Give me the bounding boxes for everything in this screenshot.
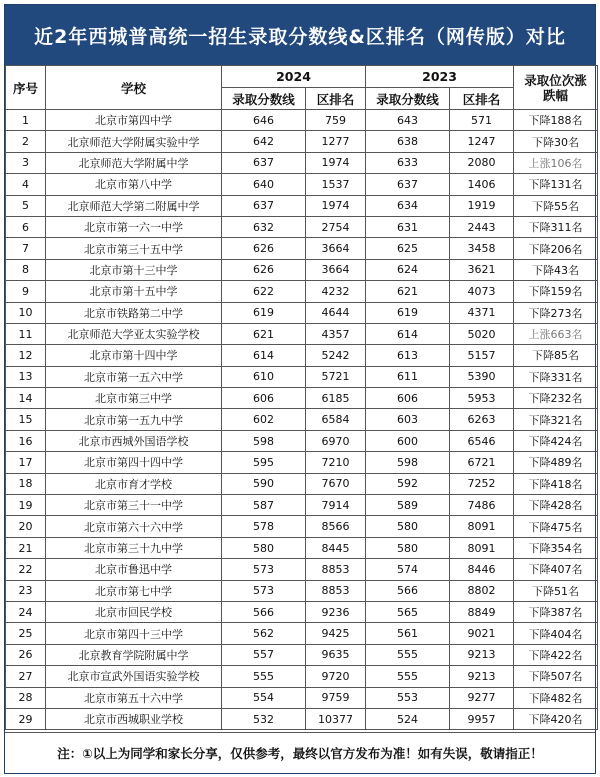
cell-rank-2024: 6185 bbox=[306, 388, 366, 409]
cell-rank-2023: 7252 bbox=[450, 473, 514, 494]
cell-score-2023: 631 bbox=[366, 216, 450, 237]
cell-index: 28 bbox=[6, 687, 46, 708]
cell-school: 北京市第三十一中学 bbox=[46, 495, 222, 516]
cell-rank-2023: 6546 bbox=[450, 430, 514, 451]
cell-score-2024: 532 bbox=[222, 708, 306, 729]
cell-score-2023: 592 bbox=[366, 473, 450, 494]
cell-rank-2024: 1277 bbox=[306, 131, 366, 152]
table-row bbox=[6, 601, 598, 622]
cell-rank-change: 下降482名 bbox=[514, 687, 598, 708]
cell-school: 北京市宣武外国语实验学校 bbox=[46, 666, 222, 687]
cell-rank-change: 下降418名 bbox=[514, 473, 598, 494]
cell-score-2023: 625 bbox=[366, 238, 450, 259]
cell-score-2024: 554 bbox=[222, 687, 306, 708]
header-score-2023: 录取分数线 bbox=[366, 88, 450, 110]
cell-school: 北京市第四十四中学 bbox=[46, 452, 222, 473]
cell-score-2024: 632 bbox=[222, 216, 306, 237]
cell-rank-change: 下降206名 bbox=[514, 238, 598, 259]
table-row bbox=[6, 323, 598, 344]
table-row bbox=[6, 388, 598, 409]
table-row bbox=[6, 452, 598, 473]
table-row bbox=[6, 495, 598, 516]
cell-rank-change: 上涨106名 bbox=[514, 152, 598, 173]
admission-table bbox=[5, 65, 598, 730]
cell-rank-change: 下降420名 bbox=[514, 708, 598, 729]
cell-rank-2024: 9759 bbox=[306, 687, 366, 708]
cell-rank-change: 下降404名 bbox=[514, 623, 598, 644]
cell-score-2024: 590 bbox=[222, 473, 306, 494]
table-row bbox=[6, 259, 598, 280]
cell-school: 北京市铁路第二中学 bbox=[46, 302, 222, 323]
cell-index: 8 bbox=[6, 259, 46, 280]
cell-rank-2024: 9425 bbox=[306, 623, 366, 644]
cell-school: 北京市第三十九中学 bbox=[46, 537, 222, 558]
table-body bbox=[6, 110, 598, 730]
cell-rank-2023: 4073 bbox=[450, 281, 514, 302]
cell-rank-change: 下降424名 bbox=[514, 430, 598, 451]
cell-rank-2023: 1919 bbox=[450, 195, 514, 216]
header-index: 序号 bbox=[6, 66, 46, 110]
cell-score-2023: 589 bbox=[366, 495, 450, 516]
cell-rank-2023: 9213 bbox=[450, 644, 514, 665]
cell-rank-2024: 5242 bbox=[306, 345, 366, 366]
cell-rank-change: 下降85名 bbox=[514, 345, 598, 366]
cell-index: 1 bbox=[6, 110, 46, 131]
cell-school: 北京市第八中学 bbox=[46, 174, 222, 195]
cell-index: 17 bbox=[6, 452, 46, 473]
cell-rank-2024: 4644 bbox=[306, 302, 366, 323]
table-row bbox=[6, 580, 598, 601]
table-row bbox=[6, 366, 598, 387]
cell-index: 27 bbox=[6, 666, 46, 687]
cell-score-2024: 573 bbox=[222, 559, 306, 580]
cell-index: 15 bbox=[6, 409, 46, 430]
cell-rank-2024: 9236 bbox=[306, 601, 366, 622]
cell-rank-2024: 1537 bbox=[306, 174, 366, 195]
cell-score-2024: 642 bbox=[222, 131, 306, 152]
header-school: 学校 bbox=[46, 66, 222, 110]
cell-index: 12 bbox=[6, 345, 46, 366]
cell-school: 北京师范大学亚太实验学校 bbox=[46, 323, 222, 344]
table-row bbox=[6, 174, 598, 195]
cell-rank-2024: 6584 bbox=[306, 409, 366, 430]
cell-school: 北京市第三中学 bbox=[46, 388, 222, 409]
header-change bbox=[514, 66, 598, 110]
cell-school: 北京市第十五中学 bbox=[46, 281, 222, 302]
cell-rank-2024: 7210 bbox=[306, 452, 366, 473]
cell-index: 19 bbox=[6, 495, 46, 516]
cell-score-2024: 587 bbox=[222, 495, 306, 516]
cell-rank-change: 下降387名 bbox=[514, 601, 598, 622]
cell-index: 5 bbox=[6, 195, 46, 216]
table-row bbox=[6, 708, 598, 729]
cell-score-2023: 565 bbox=[366, 601, 450, 622]
cell-rank-2023: 4371 bbox=[450, 302, 514, 323]
cell-school: 北京市鲁迅中学 bbox=[46, 559, 222, 580]
cell-score-2023: 624 bbox=[366, 259, 450, 280]
cell-index: 2 bbox=[6, 131, 46, 152]
cell-school: 北京市第六十六中学 bbox=[46, 516, 222, 537]
table-row bbox=[6, 131, 598, 152]
cell-score-2024: 578 bbox=[222, 516, 306, 537]
cell-score-2023: 553 bbox=[366, 687, 450, 708]
cell-index: 3 bbox=[6, 152, 46, 173]
cell-rank-2024: 2754 bbox=[306, 216, 366, 237]
cell-index: 23 bbox=[6, 580, 46, 601]
cell-score-2024: 614 bbox=[222, 345, 306, 366]
cell-school: 北京市西城职业学校 bbox=[46, 708, 222, 729]
cell-rank-2024: 3664 bbox=[306, 238, 366, 259]
cell-rank-2023: 3621 bbox=[450, 259, 514, 280]
table-row bbox=[6, 216, 598, 237]
cell-index: 20 bbox=[6, 516, 46, 537]
cell-school: 北京市第一六一中学 bbox=[46, 216, 222, 237]
cell-score-2023: 637 bbox=[366, 174, 450, 195]
table-row bbox=[6, 559, 598, 580]
cell-rank-2024: 9635 bbox=[306, 644, 366, 665]
cell-school: 北京师范大学第二附属中学 bbox=[46, 195, 222, 216]
cell-rank-2024: 6970 bbox=[306, 430, 366, 451]
cell-index: 16 bbox=[6, 430, 46, 451]
cell-score-2023: 633 bbox=[366, 152, 450, 173]
cell-score-2023: 555 bbox=[366, 644, 450, 665]
cell-school: 北京市育才学校 bbox=[46, 473, 222, 494]
cell-school: 北京市第一五九中学 bbox=[46, 409, 222, 430]
cell-score-2023: 638 bbox=[366, 131, 450, 152]
cell-school: 北京师范大学附属中学 bbox=[46, 152, 222, 173]
cell-rank-2023: 9021 bbox=[450, 623, 514, 644]
cell-rank-2024: 8445 bbox=[306, 537, 366, 558]
cell-school: 北京市第四十三中学 bbox=[46, 623, 222, 644]
cell-rank-change: 下降507名 bbox=[514, 666, 598, 687]
cell-rank-2023: 5953 bbox=[450, 388, 514, 409]
cell-school: 北京市回民学校 bbox=[46, 601, 222, 622]
cell-rank-change: 下降232名 bbox=[514, 388, 598, 409]
table-row bbox=[6, 345, 598, 366]
footer-note: 注：①以上为同学和家长分享，仅供参考，最终以官方发布为准！如有失误，敬请指正！ bbox=[5, 732, 595, 773]
table-header bbox=[6, 66, 598, 110]
cell-rank-change: 下降407名 bbox=[514, 559, 598, 580]
cell-score-2024: 610 bbox=[222, 366, 306, 387]
cell-index: 21 bbox=[6, 537, 46, 558]
cell-rank-change: 下降51名 bbox=[514, 580, 598, 601]
table-row bbox=[6, 623, 598, 644]
cell-rank-change: 下降30名 bbox=[514, 131, 598, 152]
cell-index: 9 bbox=[6, 281, 46, 302]
cell-score-2023: 603 bbox=[366, 409, 450, 430]
cell-rank-2023: 2443 bbox=[450, 216, 514, 237]
cell-rank-change: 下降428名 bbox=[514, 495, 598, 516]
cell-index: 11 bbox=[6, 323, 46, 344]
cell-index: 13 bbox=[6, 366, 46, 387]
cell-index: 10 bbox=[6, 302, 46, 323]
cell-score-2023: 574 bbox=[366, 559, 450, 580]
cell-index: 25 bbox=[6, 623, 46, 644]
cell-score-2024: 595 bbox=[222, 452, 306, 473]
cell-score-2024: 646 bbox=[222, 110, 306, 131]
cell-rank-2023: 9277 bbox=[450, 687, 514, 708]
cell-rank-change: 下降188名 bbox=[514, 110, 598, 131]
cell-score-2023: 634 bbox=[366, 195, 450, 216]
cell-score-2024: 626 bbox=[222, 259, 306, 280]
page-title: 近2年西城普高统一招生录取分数线&区排名（网传版）对比 bbox=[5, 5, 595, 65]
table-row bbox=[6, 281, 598, 302]
header-score-2024: 录取分数线 bbox=[222, 88, 306, 110]
cell-score-2023: 611 bbox=[366, 366, 450, 387]
cell-rank-2024: 7670 bbox=[306, 473, 366, 494]
table-row bbox=[6, 666, 598, 687]
cell-rank-change: 下降159名 bbox=[514, 281, 598, 302]
table-row bbox=[6, 687, 598, 708]
header-year-2023: 2023 bbox=[366, 66, 514, 88]
cell-score-2023: 643 bbox=[366, 110, 450, 131]
cell-rank-2023: 2080 bbox=[450, 152, 514, 173]
cell-score-2023: 598 bbox=[366, 452, 450, 473]
document-frame bbox=[4, 4, 596, 774]
cell-index: 4 bbox=[6, 174, 46, 195]
table-row bbox=[6, 152, 598, 173]
cell-rank-2023: 8091 bbox=[450, 537, 514, 558]
cell-school: 北京市第七中学 bbox=[46, 580, 222, 601]
cell-index: 14 bbox=[6, 388, 46, 409]
cell-score-2023: 621 bbox=[366, 281, 450, 302]
cell-rank-2023: 1247 bbox=[450, 131, 514, 152]
cell-rank-2024: 1974 bbox=[306, 152, 366, 173]
cell-rank-change: 下降489名 bbox=[514, 452, 598, 473]
cell-rank-2024: 10377 bbox=[306, 708, 366, 729]
cell-rank-2023: 3458 bbox=[450, 238, 514, 259]
cell-score-2024: 606 bbox=[222, 388, 306, 409]
table-row bbox=[6, 195, 598, 216]
cell-score-2024: 557 bbox=[222, 644, 306, 665]
cell-rank-2023: 9213 bbox=[450, 666, 514, 687]
header-rank-2023: 区排名 bbox=[450, 88, 514, 110]
cell-rank-2024: 8566 bbox=[306, 516, 366, 537]
cell-index: 26 bbox=[6, 644, 46, 665]
cell-rank-2024: 8853 bbox=[306, 559, 366, 580]
table-row bbox=[6, 430, 598, 451]
cell-rank-change: 下降331名 bbox=[514, 366, 598, 387]
cell-school: 北京市第三十五中学 bbox=[46, 238, 222, 259]
cell-score-2024: 602 bbox=[222, 409, 306, 430]
cell-rank-change: 下降422名 bbox=[514, 644, 598, 665]
cell-rank-change: 下降354名 bbox=[514, 537, 598, 558]
cell-school: 北京市第十三中学 bbox=[46, 259, 222, 280]
cell-school: 北京市西城外国语学校 bbox=[46, 430, 222, 451]
cell-rank-change: 下降131名 bbox=[514, 174, 598, 195]
cell-rank-2023: 5390 bbox=[450, 366, 514, 387]
cell-school: 北京师范大学附属实验中学 bbox=[46, 131, 222, 152]
cell-rank-2023: 8446 bbox=[450, 559, 514, 580]
cell-rank-2023: 9957 bbox=[450, 708, 514, 729]
cell-score-2023: 555 bbox=[366, 666, 450, 687]
cell-score-2024: 621 bbox=[222, 323, 306, 344]
cell-rank-2023: 8849 bbox=[450, 601, 514, 622]
cell-school: 北京教育学院附属中学 bbox=[46, 644, 222, 665]
header-change-label: 录取位次涨跌幅 bbox=[524, 72, 587, 103]
cell-rank-change: 上涨663名 bbox=[514, 323, 598, 344]
cell-rank-2023: 8091 bbox=[450, 516, 514, 537]
cell-rank-change: 下降311名 bbox=[514, 216, 598, 237]
header-year-2024: 2024 bbox=[222, 66, 366, 88]
cell-rank-2024: 7914 bbox=[306, 495, 366, 516]
cell-rank-2024: 9720 bbox=[306, 666, 366, 687]
cell-score-2024: 598 bbox=[222, 430, 306, 451]
cell-index: 6 bbox=[6, 216, 46, 237]
table-row bbox=[6, 302, 598, 323]
cell-rank-2023: 6263 bbox=[450, 409, 514, 430]
cell-rank-2023: 571 bbox=[450, 110, 514, 131]
cell-school: 北京市第四中学 bbox=[46, 110, 222, 131]
cell-score-2023: 561 bbox=[366, 623, 450, 644]
cell-rank-change: 下降321名 bbox=[514, 409, 598, 430]
cell-score-2024: 566 bbox=[222, 601, 306, 622]
cell-score-2024: 622 bbox=[222, 281, 306, 302]
table-row bbox=[6, 537, 598, 558]
cell-score-2023: 614 bbox=[366, 323, 450, 344]
cell-rank-change: 下降43名 bbox=[514, 259, 598, 280]
cell-rank-2024: 4232 bbox=[306, 281, 366, 302]
cell-score-2024: 562 bbox=[222, 623, 306, 644]
cell-score-2023: 606 bbox=[366, 388, 450, 409]
cell-rank-change: 下降273名 bbox=[514, 302, 598, 323]
cell-score-2023: 524 bbox=[366, 708, 450, 729]
cell-rank-2023: 1406 bbox=[450, 174, 514, 195]
cell-score-2023: 600 bbox=[366, 430, 450, 451]
table-row bbox=[6, 409, 598, 430]
cell-score-2023: 613 bbox=[366, 345, 450, 366]
cell-score-2024: 637 bbox=[222, 195, 306, 216]
cell-score-2023: 566 bbox=[366, 580, 450, 601]
cell-rank-2024: 3664 bbox=[306, 259, 366, 280]
cell-score-2024: 640 bbox=[222, 174, 306, 195]
header-rank-2024: 区排名 bbox=[306, 88, 366, 110]
cell-index: 29 bbox=[6, 708, 46, 729]
cell-rank-2023: 6721 bbox=[450, 452, 514, 473]
cell-rank-2023: 5157 bbox=[450, 345, 514, 366]
cell-score-2024: 619 bbox=[222, 302, 306, 323]
cell-score-2023: 619 bbox=[366, 302, 450, 323]
cell-index: 22 bbox=[6, 559, 46, 580]
cell-index: 18 bbox=[6, 473, 46, 494]
cell-rank-change: 下降475名 bbox=[514, 516, 598, 537]
table-row bbox=[6, 110, 598, 131]
cell-score-2024: 555 bbox=[222, 666, 306, 687]
cell-rank-2023: 8802 bbox=[450, 580, 514, 601]
cell-school: 北京市第十四中学 bbox=[46, 345, 222, 366]
cell-rank-2023: 5020 bbox=[450, 323, 514, 344]
cell-score-2024: 637 bbox=[222, 152, 306, 173]
cell-rank-2024: 4357 bbox=[306, 323, 366, 344]
cell-score-2024: 626 bbox=[222, 238, 306, 259]
table-row bbox=[6, 473, 598, 494]
cell-rank-2024: 1974 bbox=[306, 195, 366, 216]
table-row bbox=[6, 644, 598, 665]
cell-rank-2024: 5721 bbox=[306, 366, 366, 387]
cell-rank-2024: 759 bbox=[306, 110, 366, 131]
cell-rank-change: 下降55名 bbox=[514, 195, 598, 216]
table-row bbox=[6, 516, 598, 537]
cell-rank-2024: 8853 bbox=[306, 580, 366, 601]
cell-score-2023: 580 bbox=[366, 516, 450, 537]
cell-index: 7 bbox=[6, 238, 46, 259]
cell-score-2023: 580 bbox=[366, 537, 450, 558]
cell-score-2024: 580 bbox=[222, 537, 306, 558]
cell-school: 北京市第一五六中学 bbox=[46, 366, 222, 387]
cell-rank-2023: 7486 bbox=[450, 495, 514, 516]
cell-school: 北京市第五十六中学 bbox=[46, 687, 222, 708]
cell-score-2024: 573 bbox=[222, 580, 306, 601]
table-row bbox=[6, 238, 598, 259]
cell-index: 24 bbox=[6, 601, 46, 622]
